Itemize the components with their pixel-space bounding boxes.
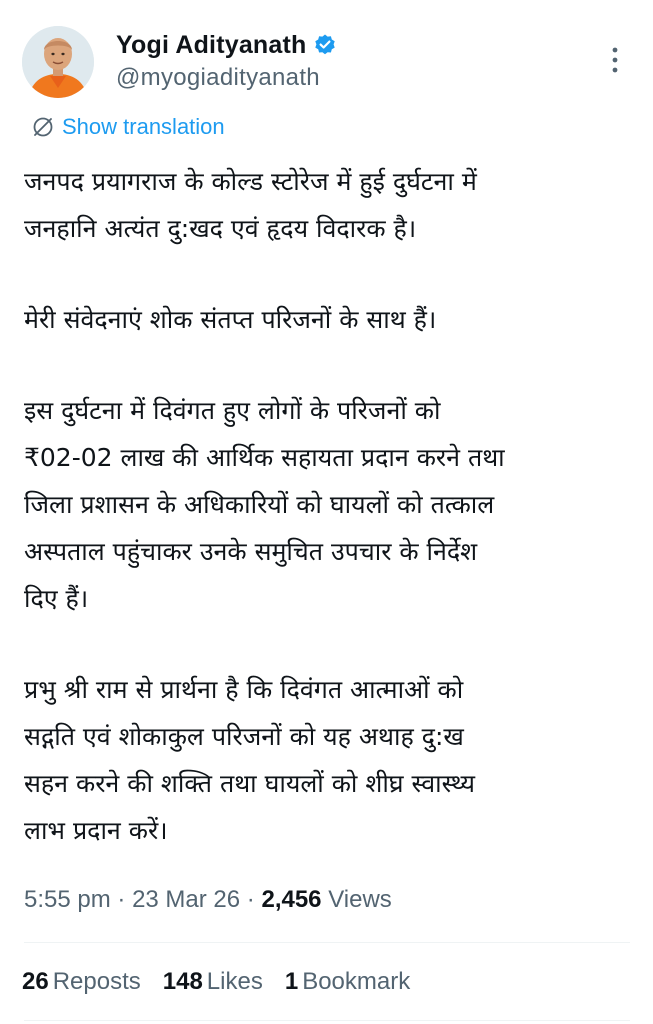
tweet-paragraph [24, 387, 634, 622]
reposts-count: 26 [22, 968, 49, 995]
tweet-line: प्रभु श्री राम से प्रार्थना है कि दिवंगत आत्माओं को [24, 675, 464, 704]
avatar[interactable] [22, 26, 94, 98]
tweet-text [24, 158, 634, 854]
author-names [116, 28, 337, 92]
views-count: 2,456 [261, 886, 322, 913]
views-label: Views [328, 886, 392, 913]
globe-slash-icon [32, 116, 54, 138]
divider [24, 942, 630, 943]
divider [24, 1020, 630, 1021]
bookmarks-link[interactable] [285, 968, 410, 996]
meta-separator: · [117, 886, 126, 913]
tweet-line: लाभ प्रदान करें। [24, 816, 168, 845]
likes-link[interactable] [163, 968, 263, 996]
author-handle[interactable]: @myogiadityanath [116, 64, 320, 91]
tweet-line: दिए हैं। [24, 584, 89, 613]
tweet-paragraph [24, 296, 634, 343]
bookmarks-label: Bookmark [302, 968, 411, 995]
more-options-button[interactable] [602, 42, 628, 78]
show-translation-link[interactable] [32, 114, 225, 140]
tweet-meta [24, 886, 392, 914]
tweet-line: सद्गति एवं शोकाकुल परिजनों को यह अथाह दु:ख [24, 722, 464, 751]
tweet-line: जनपद प्रयागराज के कोल्ड स्टोरेज में हुई दुर्घटना में [24, 167, 477, 196]
author-display-name[interactable]: Yogi Adityanath [116, 30, 307, 59]
tweet-line: जिला प्रशासन के अधिकारियों को घायलों को तत्काल [24, 490, 495, 519]
tweet-header [22, 24, 632, 100]
tweet-line: इस दुर्घटना में दिवंगत हुए लोगों के परिजनों को [24, 396, 441, 425]
reposts-label: Reposts [52, 968, 141, 995]
tweet-line: जनहानि अत्यंत दु:खद एवं हृदय विदारक है। [24, 214, 417, 243]
bookmarks-count: 1 [284, 968, 299, 995]
meta-separator: · [246, 886, 255, 913]
likes-count: 148 [162, 968, 203, 995]
tweet-line: अस्पताल पहुंचाकर उनके समुचित उपचार के निर्देश [24, 537, 478, 566]
engagement-stats [22, 968, 410, 996]
avatar-photo-icon [22, 26, 94, 98]
verified-badge-icon [313, 33, 337, 57]
tweet-paragraph [24, 666, 634, 854]
tweet-line: सहन करने की शक्ति तथा घायलों को शीघ्र स्वास्थ्य [24, 769, 476, 798]
tweet-line: मेरी संवेदनाएं शोक संतप्त परिजनों के साथ हैं। [24, 305, 437, 334]
tweet-line: ₹02-02 लाख की आर्थिक सहायता प्रदान करने तथा [24, 443, 505, 472]
tweet-time[interactable]: 5:55 pm [24, 886, 111, 913]
show-translation-label: Show translation [62, 114, 225, 139]
tweet-date[interactable]: 23 Mar 26 [132, 886, 241, 913]
tweet-paragraph [24, 158, 634, 252]
reposts-link[interactable] [22, 968, 141, 996]
likes-label: Likes [206, 968, 263, 995]
more-vertical-icon [602, 42, 628, 78]
